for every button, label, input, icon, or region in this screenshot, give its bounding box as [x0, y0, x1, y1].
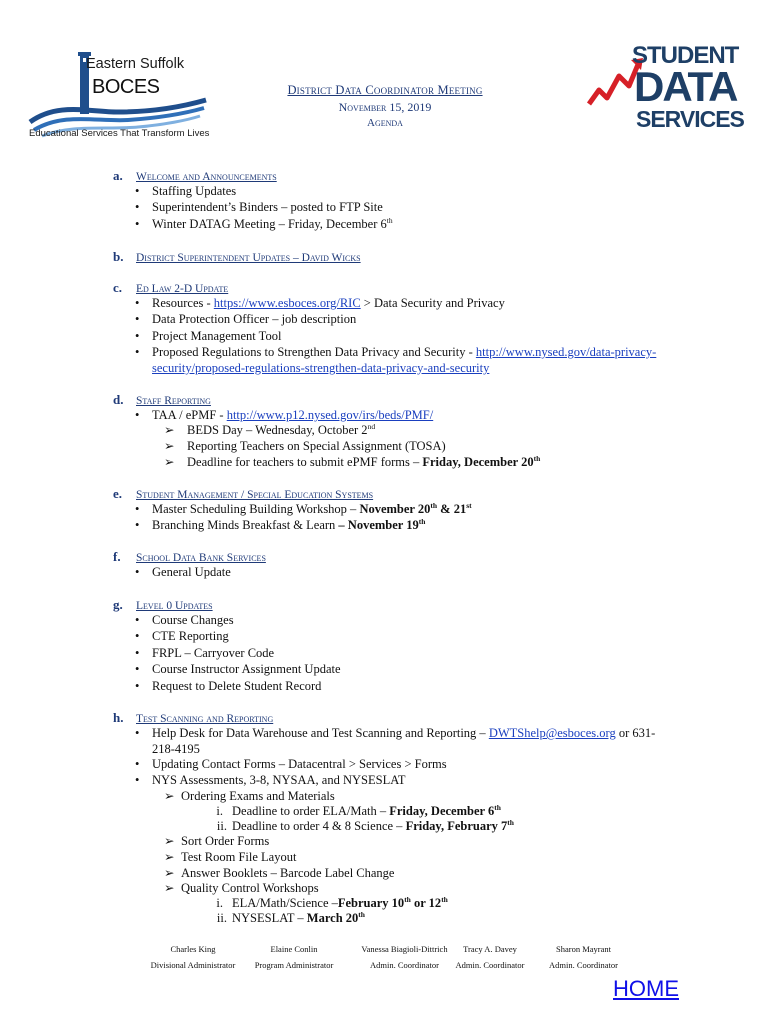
- list-item: TAA / ePMF - http://www.p12.nysed.gov/irs/beds/PMF/: [152, 408, 434, 422]
- bullet-icon: •: [135, 408, 140, 422]
- section-g-heading: [113, 597, 213, 613]
- bullet-icon: •: [135, 613, 140, 627]
- meeting-title: District Data Coordinator Meeting: [287, 83, 483, 97]
- nysed-privacy-link[interactable]: http://www.nysed.gov/data-privacy-: [475, 345, 657, 359]
- arrow-bullet-icon: ➢: [164, 423, 175, 437]
- section-title: District Superintendent Updates – David Wicks: [136, 252, 361, 264]
- staff-name: Elaine Conlin: [270, 944, 318, 954]
- sub-sub-item: ELA/Math/Science –February 10th or 12th: [232, 894, 448, 910]
- pmf-link[interactable]: http://www.p12.nysed.gov/irs/beds/PMF/: [226, 408, 434, 422]
- student-data-services-logo-line2: DATA: [634, 63, 737, 110]
- section-letter: a.: [113, 168, 123, 183]
- staff-role: Admin. Coordinator: [370, 960, 439, 970]
- bullet-icon: •: [135, 679, 140, 693]
- bullet-icon: •: [135, 345, 140, 359]
- staff-role: Admin. Coordinator: [455, 960, 525, 970]
- sub-item: Answer Booklets – Barcode Label Change: [181, 866, 395, 880]
- staff-name: Vanessa Biagioli-Dittrich: [361, 944, 448, 954]
- section-title: School Data Bank Services: [136, 552, 266, 564]
- sub-item: Quality Control Workshops: [181, 881, 319, 895]
- helpdesk-email-link[interactable]: DWTShelp@esboces.org: [488, 726, 616, 740]
- bullet-icon: •: [135, 646, 140, 660]
- roman-numeral: ii.: [216, 911, 227, 925]
- section-letter: d.: [113, 392, 124, 407]
- list-item-continuation: 218-4195: [152, 742, 200, 756]
- staff-role: Admin. Coordinator: [549, 960, 618, 970]
- list-item: CTE Reporting: [152, 629, 229, 643]
- arrow-bullet-icon: ➢: [164, 789, 175, 803]
- org-name-line1: Eastern Suffolk: [86, 56, 185, 72]
- list-item: Staffing Updates: [152, 184, 237, 198]
- staff-role: Divisional Administrator: [150, 960, 236, 970]
- list-item: Proposed Regulations to Strengthen Data Privacy and Security - http://www.nysed.gov/data-privacy-: [152, 345, 657, 359]
- section-f-heading: [113, 549, 266, 565]
- bullet-icon: •: [135, 518, 140, 532]
- list-item: Course Changes: [152, 613, 234, 627]
- sub-item: Sort Order Forms: [181, 834, 270, 848]
- bullet-icon: •: [135, 200, 140, 214]
- student-data-services-logo-line1: STUDENT: [632, 42, 739, 69]
- list-item: Master Scheduling Building Workshop – November 20th & 21st: [152, 500, 472, 516]
- list-item: Resources - https://www.esboces.org/RIC > Data Security and Privacy: [152, 296, 505, 310]
- bullet-icon: •: [135, 662, 140, 676]
- section-b-heading: [113, 249, 361, 265]
- staff-role: Program Administrator: [254, 960, 334, 970]
- arrow-bullet-icon: ➢: [164, 834, 175, 848]
- section-c-heading: [113, 280, 228, 296]
- sub-item: Test Room File Layout: [181, 850, 297, 864]
- list-item: Request to Delete Student Record: [152, 679, 322, 693]
- list-item: Data Protection Officer – job description: [152, 312, 357, 326]
- section-title: Welcome and Announcements: [136, 171, 277, 183]
- list-item: Updating Contact Forms – Datacentral > Services > Forms: [152, 757, 447, 771]
- sub-item: BEDS Day – Wednesday, October 2nd: [187, 421, 376, 437]
- bullet-icon: •: [135, 329, 140, 343]
- list-item: Project Management Tool: [152, 329, 282, 343]
- sub-sub-item: NYSESLAT – March 20th: [232, 909, 365, 925]
- meeting-date: November 15, 2019: [338, 100, 432, 114]
- org-tagline: Educational Services That Transform Lives: [29, 128, 210, 139]
- section-title: Test Scanning and Reporting: [136, 713, 274, 725]
- agenda-label: Agenda: [367, 117, 403, 129]
- section-a-heading: [113, 168, 277, 184]
- nysed-privacy-link-cont[interactable]: security/proposed-regulations-strengthen-data-privacy-and-security: [152, 361, 490, 375]
- ric-link[interactable]: https://www.esboces.org/RIC: [213, 296, 361, 310]
- section-letter: c.: [113, 280, 123, 295]
- section-h-heading: [113, 710, 273, 726]
- bullet-icon: •: [135, 565, 140, 579]
- list-item: General Update: [152, 565, 231, 579]
- sub-item: Ordering Exams and Materials: [181, 789, 335, 803]
- arrow-bullet-icon: ➢: [164, 881, 175, 895]
- student-data-services-logo-line3: SERVICES: [636, 106, 744, 132]
- bullet-icon: •: [135, 726, 140, 740]
- bullet-icon: •: [135, 502, 140, 516]
- sub-sub-item: Deadline to order 4 & 8 Science – Friday, February 7th: [232, 817, 514, 833]
- bullet-icon: •: [135, 184, 140, 198]
- section-title: Level 0 Updates: [136, 600, 213, 612]
- arrow-bullet-icon: ➢: [164, 866, 175, 880]
- section-letter: b.: [113, 249, 124, 264]
- bullet-icon: •: [135, 773, 140, 787]
- list-item: FRPL – Carryover Code: [152, 646, 275, 660]
- org-name-line2: BOCES: [92, 76, 160, 98]
- bullet-icon: •: [135, 296, 140, 310]
- roman-numeral: i.: [216, 896, 223, 910]
- bullet-icon: •: [135, 312, 140, 326]
- arrow-bullet-icon: ➢: [164, 439, 175, 453]
- roman-numeral: i.: [216, 804, 223, 818]
- list-item: NYS Assessments, 3-8, NYSAA, and NYSESLAT: [152, 773, 406, 787]
- section-d-heading: [113, 392, 211, 408]
- sub-item: Reporting Teachers on Special Assignment (TOSA): [187, 439, 446, 453]
- list-item: Course Instructor Assignment Update: [152, 662, 341, 676]
- section-letter: e.: [113, 486, 123, 501]
- section-letter: g.: [113, 597, 123, 612]
- section-e-heading: [113, 486, 373, 502]
- list-item: Winter DATAG Meeting – Friday, December 6th: [152, 215, 393, 231]
- list-item: Superintendent’s Binders – posted to FTP Site: [152, 200, 383, 214]
- list-item: Help Desk for Data Warehouse and Test Scanning and Reporting – DWTShelp@esboces.org or 631-: [152, 726, 656, 740]
- bullet-icon: •: [135, 217, 140, 231]
- roman-numeral: ii.: [216, 819, 227, 833]
- home-link[interactable]: HOME: [613, 976, 679, 1001]
- list-item-continuation: [152, 361, 489, 376]
- staff-name: Charles King: [170, 944, 216, 954]
- staff-name: Sharon Mayrant: [555, 944, 611, 954]
- section-title: Ed Law 2-D Update: [136, 283, 229, 295]
- bullet-icon: •: [135, 629, 140, 643]
- bullet-icon: •: [135, 757, 140, 771]
- sub-sub-item: Deadline to order ELA/Math – Friday, December 6th: [232, 802, 501, 818]
- section-title: Student Management / Special Education Systems: [136, 489, 374, 501]
- list-item: Branching Minds Breakfast & Learn – November 19th: [152, 516, 426, 532]
- section-letter: h.: [113, 710, 124, 725]
- staff-name: Tracy A. Davey: [463, 944, 517, 954]
- section-letter: f.: [113, 549, 121, 564]
- sub-item: Deadline for teachers to submit ePMF forms – Friday, December 20th: [187, 453, 541, 469]
- section-title: Staff Reporting: [136, 395, 211, 407]
- arrow-bullet-icon: ➢: [164, 455, 175, 469]
- arrow-bullet-icon: ➢: [164, 850, 175, 864]
